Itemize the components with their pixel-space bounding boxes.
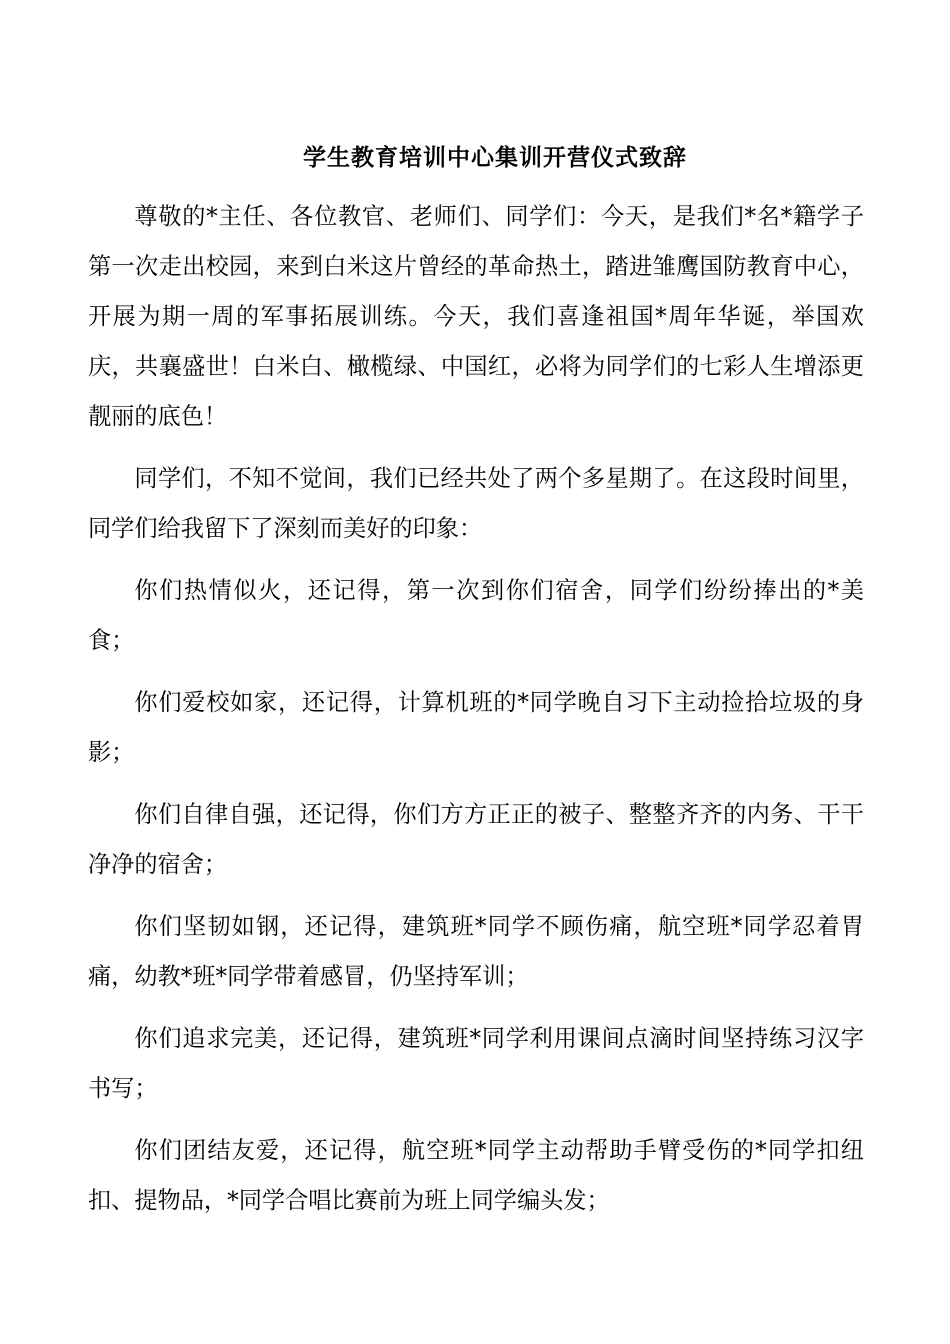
document-body xyxy=(88,192,864,1238)
document-title: 学生教育培训中心集训开营仪式致辞 xyxy=(303,144,687,171)
paragraph-greeting: 尊敬的*主任、各位教官、老师们、同学们：今天，是我们*名*籍学子第一次走出校园，来到白米这片曾经的革命热土，踏进雏鹰国防教育中心，开展为期一周的军事拓展训练。今天，我们喜逢祖国*周年华诞，举国欢庆，共襄盛世！白米白、橄榄绿、中国红，必将为同学们的七彩人生增添更靓丽的底色！ xyxy=(88,203,864,430)
paragraph-impression: 同学们，不知不觉间，我们已经共处了两个多星期了。在这段时间里，同学们给我留下了深刻而美好的印象： xyxy=(88,465,864,542)
paragraph-perfection: 你们追求完美，还记得，建筑班*同学利用课间点滴时间坚持练习汉字书写； xyxy=(88,1025,864,1102)
paragraph-warm: 你们热情似火，还记得，第一次到你们宿舍，同学们纷纷捧出的*美食； xyxy=(88,577,864,654)
paragraph-self-discipline: 你们自律自强，还记得，你们方方正正的被子、整整齐齐的内务、干干净净的宿舍； xyxy=(88,801,864,878)
paragraph-love-school: 你们爱校如家，还记得，计算机班的*同学晚自习下主动捡拾垃圾的身影； xyxy=(88,689,864,766)
paragraph-unity: 你们团结友爱，还记得，航空班*同学主动帮助手臂受伤的*同学扣纽扣、提物品，*同学合唱比赛前为班上同学编头发； xyxy=(88,1137,864,1214)
paragraph-tenacity: 你们坚韧如钢，还记得，建筑班*同学不顾伤痛，航空班*同学忍着胃痛，幼教*班*同学带着感冒，仍坚持军训； xyxy=(88,913,864,990)
